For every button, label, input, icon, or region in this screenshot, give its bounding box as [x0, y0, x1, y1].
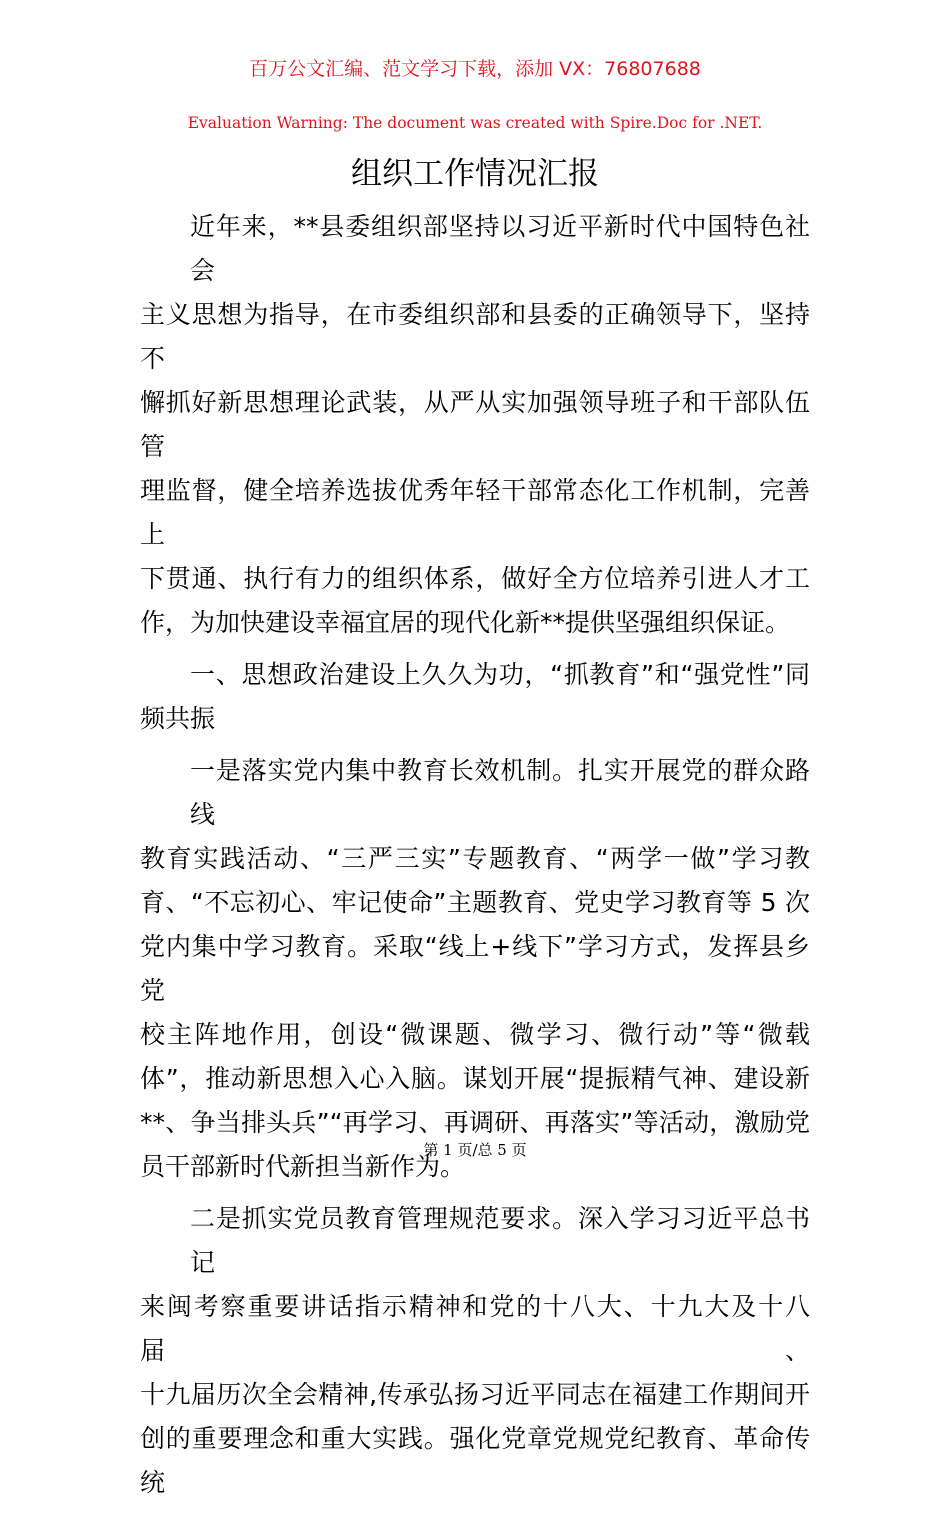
- text-line: 校主阵地作用，创设“微课题、微学习、微行动”等“微载: [140, 1020, 810, 1049]
- text-line: 创的重要理念和重大实践。强化党章党规党纪教育、革命传统: [140, 1424, 810, 1497]
- paragraph: [140, 1197, 810, 1505]
- document-body: [140, 205, 810, 1513]
- text-line: 一、思想政治建设上久久为功，“抓教育”和“强党性”同: [190, 660, 810, 689]
- paragraph: [140, 749, 810, 1189]
- text-line: 理监督，健全培养选拔优秀年轻干部常态化工作机制，完善上: [140, 476, 810, 549]
- text-line: 一是落实党内集中教育长效机制。扎实开展党的群众路线: [190, 756, 810, 829]
- text-line: **、争当排头兵”“再学习、再调研、再落实”等活动，激励党: [140, 1108, 810, 1137]
- text-line: 主义思想为指导，在市委组织部和县委的正确领导下，坚持不: [140, 300, 810, 373]
- paragraph: [140, 205, 810, 645]
- text-line: 十九届历次全会精神,传承弘扬习近平同志在福建工作期间开: [140, 1380, 810, 1409]
- text-line: 下贯通、执行有力的组织体系，做好全方位培养引进人才工: [140, 564, 810, 593]
- text-line: 党内集中学习教育。采取“线上+线下”学习方式，发挥县乡党: [140, 932, 810, 1005]
- evaluation-warning: Evaluation Warning: The document was created with Spire.Doc for .NET.: [187, 114, 763, 132]
- text-line: 教育实践活动、“三严三实”专题教育、“两学一做”学习教: [140, 844, 810, 873]
- text-line: 近年来，**县委组织部坚持以习近平新时代中国特色社会: [190, 212, 810, 285]
- text-line: 来闽考察重要讲话指示精神和党的十八大、十九大及十八届、: [140, 1292, 810, 1365]
- text-line: 作，为加快建设幸福宜居的现代化新**提供坚强组织保证。: [140, 608, 791, 637]
- text-line: 频共振: [140, 704, 216, 733]
- text-line: 二是抓实党员教育管理规范要求。深入学习习近平总书记: [190, 1204, 810, 1277]
- text-line: 员干部新时代新担当新作为。: [140, 1152, 466, 1181]
- text-line: 体”，推动新思想入心入脑。谋划开展“提振精气神、建设新: [140, 1064, 810, 1093]
- text-line: 懈抓好新思想理论武装，从严从实加强领导班子和干部队伍管: [140, 388, 810, 461]
- paragraph: [140, 653, 810, 741]
- page-footer: 第 1 页/总 5 页: [423, 1141, 527, 1159]
- header-banner: 百万公文汇编、范文学习下载，添加 VX：76807688: [249, 58, 701, 80]
- text-line: 育、“不忘初心、牢记使命”主题教育、党史学习教育等 5 次: [140, 888, 810, 917]
- document-title: 组织工作情况汇报: [351, 156, 599, 192]
